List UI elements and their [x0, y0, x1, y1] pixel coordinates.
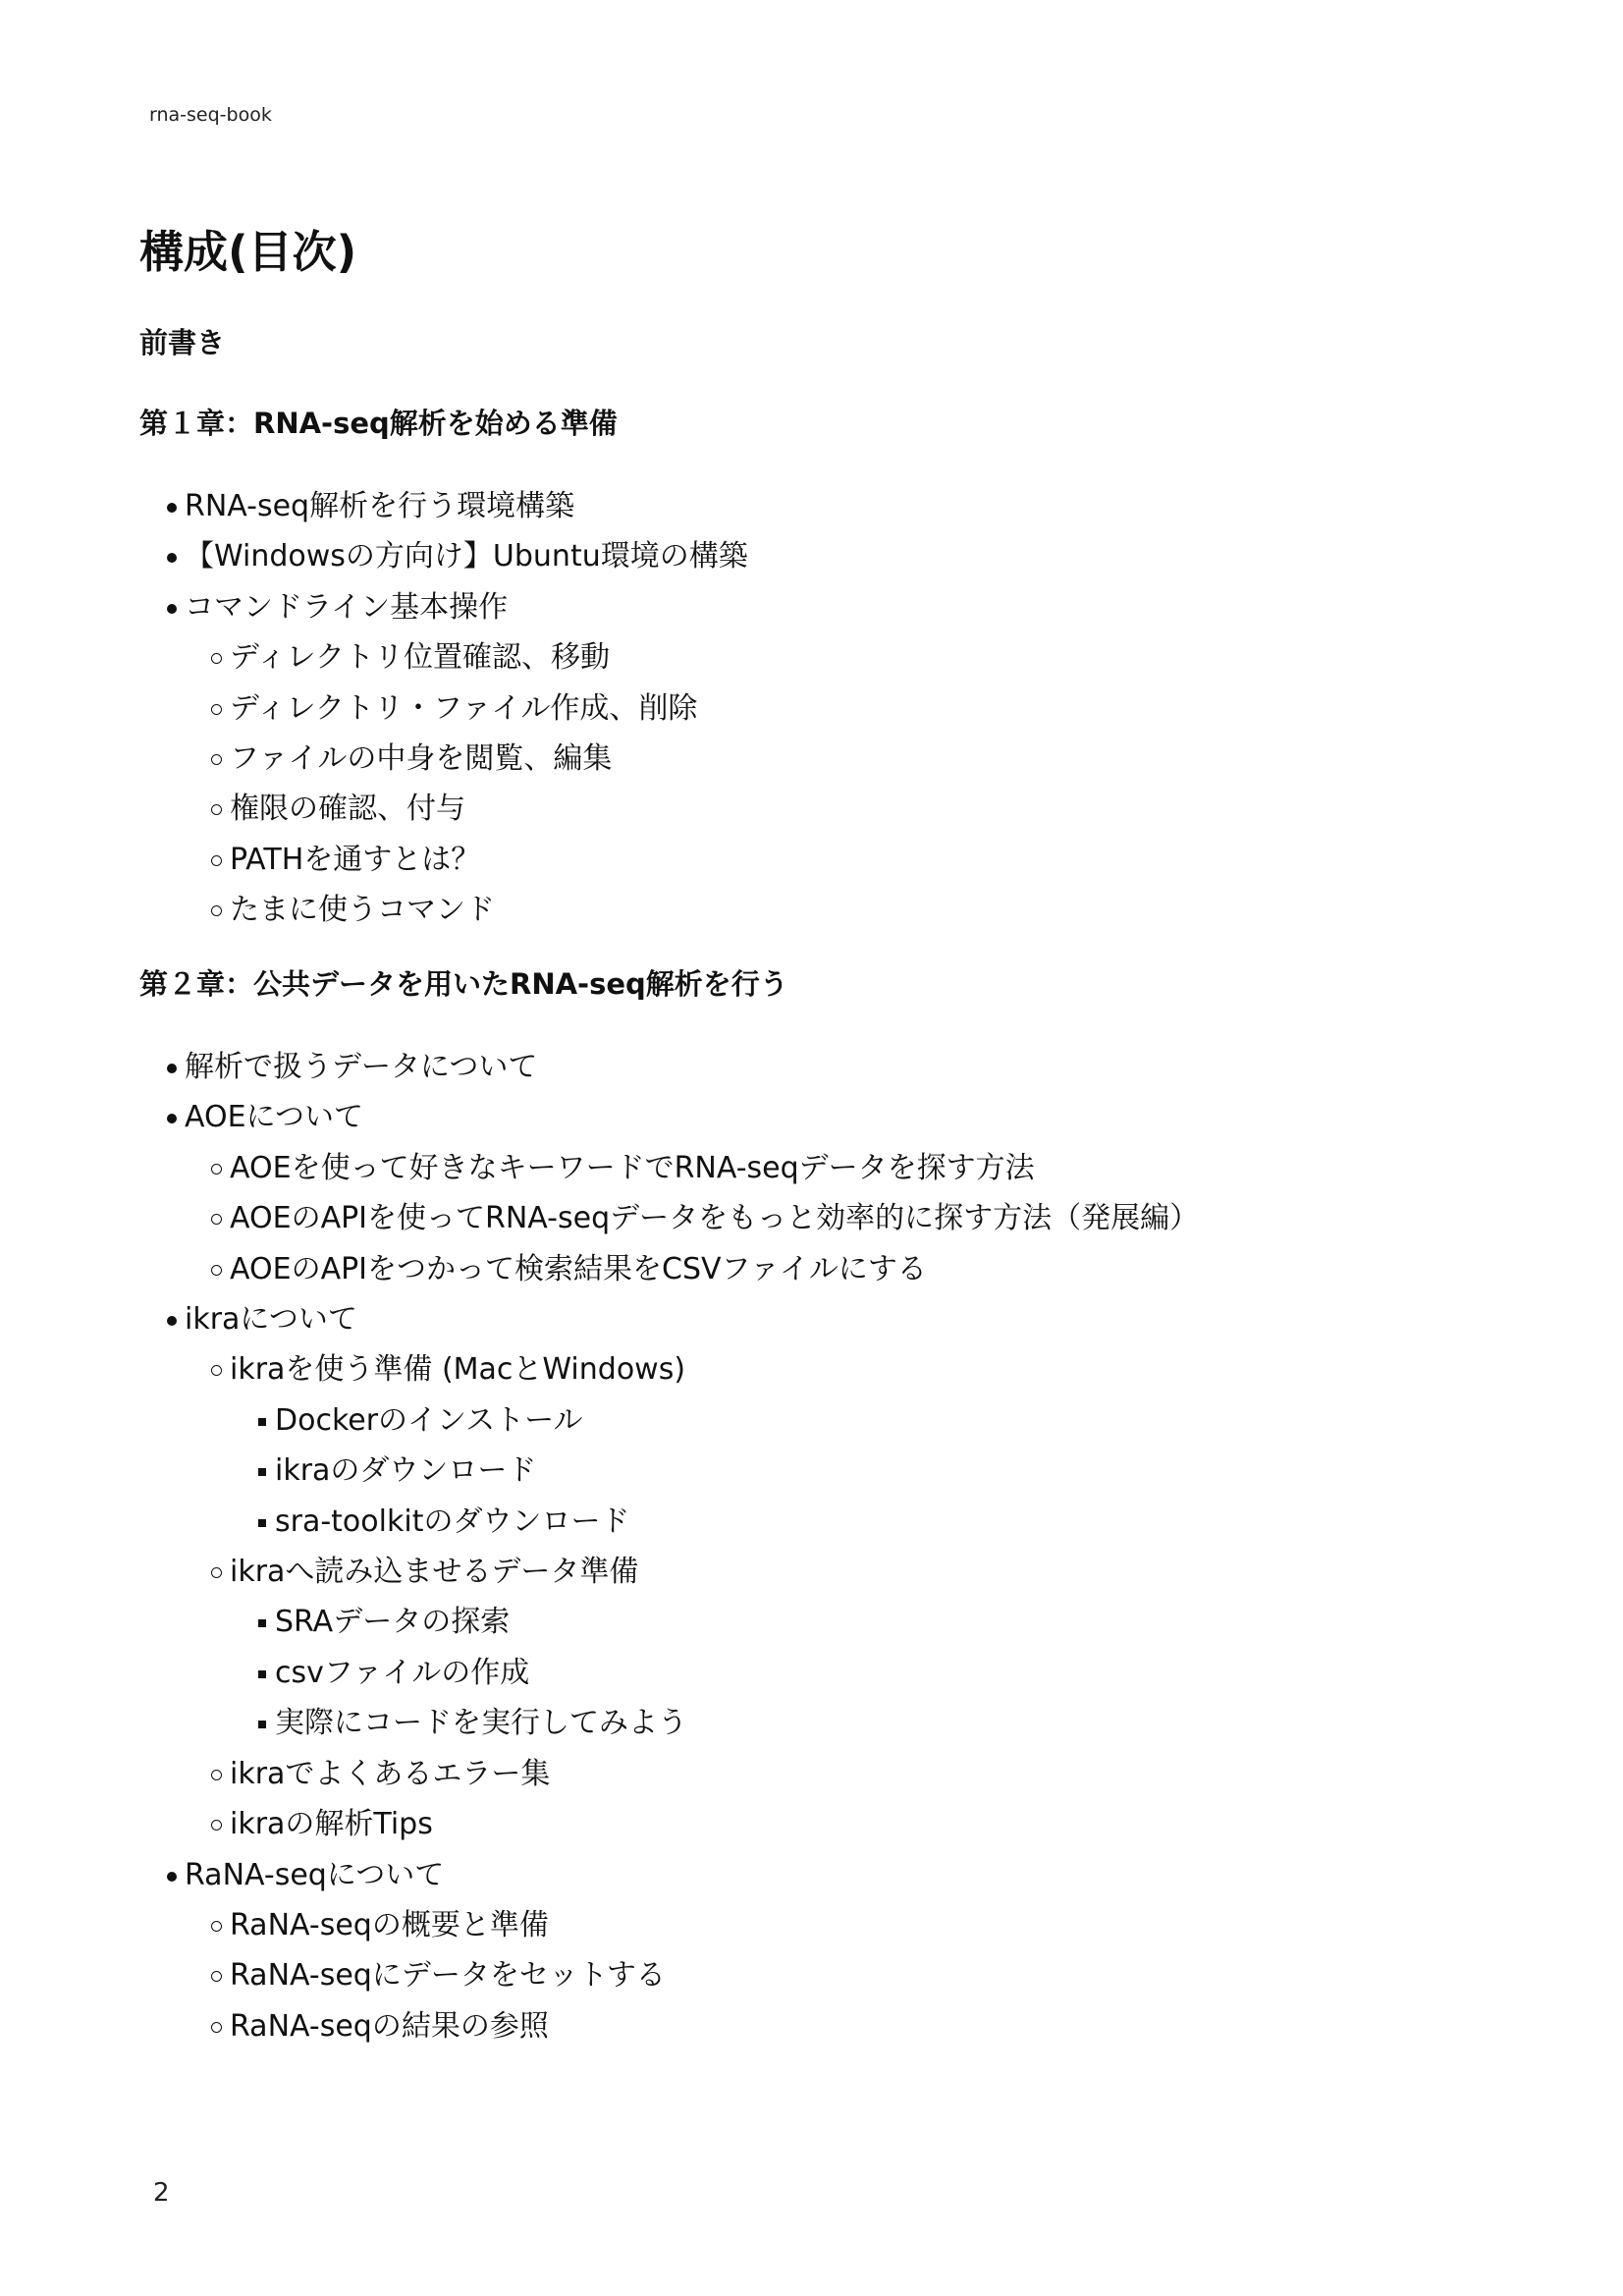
circle-bullet-icon: [210, 2001, 240, 2051]
toc-item-text: ikraの解析Tips: [230, 1807, 433, 1842]
toc-item-text: 権限の確認、付与: [230, 792, 465, 827]
toc-item-text: sra-toolkitのダウンロード: [275, 1503, 630, 1539]
toc-item: [139, 1042, 1199, 1092]
toc-item-text: RNA-seq解析を行う環境構築: [185, 489, 575, 523]
toc-item: [139, 582, 748, 632]
toc-item: [139, 1799, 1199, 1849]
disc-bullet-icon: [165, 1092, 194, 1142]
toc-item-text: たまに使うコマンド: [230, 893, 495, 928]
toc-item-text: コマンドライン基本操作: [185, 589, 509, 625]
toc-item: [139, 1344, 1199, 1394]
circle-bullet-icon: [210, 885, 240, 935]
toc-item: [139, 885, 748, 935]
toc-item: [139, 1900, 1199, 1950]
square-bullet-icon: [255, 1497, 285, 1547]
circle-bullet-icon: [210, 1193, 240, 1243]
toc-item: [139, 1395, 1199, 1446]
toc-item: [139, 1547, 1199, 1597]
disc-bullet-icon: [165, 1850, 194, 1900]
toc-item-text: ikraへ読み込ませるデータ準備: [230, 1555, 639, 1590]
toc-item: [139, 784, 748, 834]
disc-bullet-icon: [165, 1294, 194, 1344]
toc-item: [139, 1698, 1199, 1748]
toc-item: [139, 1850, 1199, 1900]
toc-item-text: RaNA-seqにデータをセットする: [230, 1958, 666, 1994]
circle-bullet-icon: [210, 835, 240, 885]
toc-item: [139, 1950, 1199, 2000]
toc-item-text: AOEのAPIを使ってRNA-seqデータをもっと効率的に探す方法（発展編）: [230, 1201, 1200, 1236]
square-bullet-icon: [255, 1446, 285, 1496]
toc-item-text: ディレクトリ位置確認、移動: [230, 640, 610, 676]
disc-bullet-icon: [165, 582, 194, 632]
toc-item: [139, 734, 748, 784]
page-number: 2: [153, 2178, 170, 2208]
circle-bullet-icon: [210, 734, 240, 784]
toc-item: [139, 683, 748, 734]
toc-item-text: ikraについて: [185, 1302, 357, 1338]
toc-item-text: AOEについて: [185, 1100, 363, 1135]
toc-item-text: PATHを通すとは？: [230, 842, 481, 877]
circle-bullet-icon: [210, 632, 240, 683]
toc-item: [139, 1497, 1199, 1547]
preface-heading: 前書き: [139, 326, 226, 359]
circle-bullet-icon: [210, 784, 240, 834]
toc-item-text: SRAデータの探索: [275, 1605, 511, 1640]
toc-item-text: ikraを使う準備 (MacとWindows): [230, 1352, 686, 1388]
toc-item: [139, 1749, 1199, 1799]
toc-item-text: ディレクトリ・ファイル作成、削除: [230, 690, 698, 726]
square-bullet-icon: [255, 1395, 285, 1446]
toc-item-text: 実際にコードを実行してみよう: [275, 1706, 687, 1741]
toc-item: [139, 1244, 1199, 1294]
toc-item-text: ファイルの中身を閲覧、編集: [230, 741, 613, 777]
circle-bullet-icon: [210, 1799, 240, 1849]
toc-item-text: AOEのAPIをつかって検索結果をCSVファイルにする: [230, 1251, 927, 1286]
toc-item-text: ikraのダウンロード: [275, 1453, 537, 1489]
disc-bullet-icon: [165, 481, 194, 531]
circle-bullet-icon: [210, 683, 240, 734]
toc-item-text: RaNA-seqの結果の参照: [230, 2008, 549, 2044]
circle-bullet-icon: [210, 1143, 240, 1193]
toc-item: [139, 1294, 1199, 1344]
toc-item: [139, 481, 748, 531]
chapter-2-toc: [139, 1042, 1199, 2051]
circle-bullet-icon: [210, 1344, 240, 1394]
toc-item-text: AOEを使って好きなキーワードでRNA-seqデータを探す方法: [230, 1150, 1035, 1185]
circle-bullet-icon: [210, 1547, 240, 1597]
toc-item: [139, 1446, 1199, 1496]
toc-item-text: csvファイルの作成: [275, 1655, 530, 1690]
circle-bullet-icon: [210, 1900, 240, 1950]
toc-item-text: ikraでよくあるエラー集: [230, 1756, 551, 1791]
chapter-1-toc: [139, 481, 748, 936]
toc-item: [139, 835, 748, 885]
circle-bullet-icon: [210, 1749, 240, 1799]
page-title: 構成(目次): [139, 226, 357, 278]
toc-item-text: 【Windowsの方向け】Ubuntu環境の構築: [185, 539, 748, 574]
disc-bullet-icon: [165, 1042, 194, 1092]
toc-item: [139, 1092, 1199, 1142]
toc-item: [139, 531, 748, 581]
toc-item-text: Dockerのインストール: [275, 1402, 583, 1438]
circle-bullet-icon: [210, 1244, 240, 1294]
chapter-1-heading: 第１章：RNA-seq解析を始める準備: [139, 407, 618, 440]
toc-item: [139, 1143, 1199, 1193]
toc-item-text: RaNA-seqについて: [185, 1857, 445, 1892]
circle-bullet-icon: [210, 1950, 240, 2000]
toc-item: [139, 2001, 1199, 2051]
square-bullet-icon: [255, 1597, 285, 1647]
toc-item: [139, 1193, 1199, 1243]
toc-item-text: RaNA-seqの概要と準備: [230, 1907, 549, 1942]
disc-bullet-icon: [165, 531, 194, 581]
toc-item: [139, 632, 748, 683]
square-bullet-icon: [255, 1698, 285, 1748]
toc-item-text: 解析で扱うデータについて: [185, 1050, 538, 1084]
square-bullet-icon: [255, 1648, 285, 1698]
chapter-2-heading: 第２章：公共データを用いたRNA-seq解析を行う: [139, 967, 788, 1001]
toc-item: [139, 1648, 1199, 1698]
toc-item: [139, 1597, 1199, 1647]
running-header: rna-seq-book: [149, 104, 272, 126]
